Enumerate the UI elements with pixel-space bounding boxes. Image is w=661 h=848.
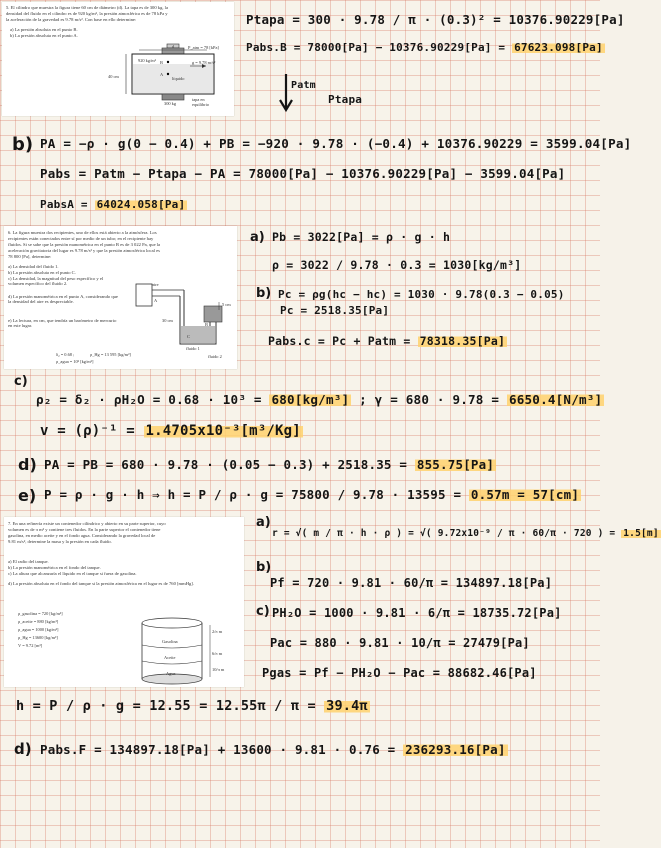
- problem-7-given-4: ρ_Hg = 13600 [kg/m³]: [18, 635, 58, 640]
- problem-5-fig-h: 40 cm: [108, 74, 119, 79]
- hw5-arrow-target: Ptapa: [328, 93, 363, 106]
- problem-6-fig-A: A: [154, 298, 158, 303]
- hw6-part-d-label: d): [18, 455, 37, 474]
- problem-5-item-a: a) La presión absoluta en el punto B.: [10, 27, 78, 32]
- problem-5-line-2: densidad del fluido en el cilindro es de 920 kg/m³, la presión atmosférica es de 78 kPa y: [6, 11, 168, 16]
- hw6-a1: Pb = 3022[Pa] = ρ · g · h: [272, 230, 451, 244]
- problem-6-fig-C: C: [187, 334, 190, 339]
- problem-7-line-4: 9.81 m/s², determine la masa y la presión en cada fluido.: [8, 539, 112, 544]
- problem-7-fig-h1: 2/π m: [212, 629, 223, 634]
- hw5-pabsB: [246, 41, 605, 54]
- problem-7-fig-gasolina: Gasolina: [162, 639, 178, 644]
- problem-7-given-5: V = 9.72 [m³]: [18, 643, 43, 648]
- problem-7-line-3: gasolina, en medio aceite y en el fondo agua. Considerando la gravedad local de: [8, 533, 156, 538]
- hw5-pabsA-result: 64024.058[Pa]: [96, 198, 186, 211]
- hw6-part-b-label: b): [256, 286, 272, 301]
- problem-7-item-b: b) La presión manométrica en el fondo del tanque.: [8, 565, 101, 570]
- problem-7-item-c: c) La altura que alcanzaría el líquido en el tanque si fuera de gasolina.: [8, 571, 137, 576]
- hw7-h-line-lhs: h = P / ρ · g = 12.55 = 12.55π / π =: [16, 698, 325, 714]
- hw5-pabsB-result: 67623.098[Pa]: [514, 41, 603, 54]
- problem-7-given-2: ρ_aceite = 880 [kg/m³]: [18, 619, 59, 624]
- hw6-c1-result-2: 6650.4[N/m³]: [508, 392, 603, 407]
- problem-5-statement: [2, 2, 234, 116]
- hw7-part-b-label: b): [256, 560, 272, 575]
- hw6-c1-mid: ; γ = 680 · 9.78 =: [351, 392, 507, 407]
- hw6-c1: [36, 392, 604, 407]
- hw6-part-a-label: a): [250, 230, 265, 245]
- hw7-h-line: [16, 698, 370, 714]
- hw7-a: [272, 528, 661, 539]
- problem-7-fig-h2: 6/π m: [212, 651, 223, 656]
- hw6-d1-result: 855.75[Pa]: [416, 457, 495, 472]
- problem-5-fig-rho: 920 kg/m³: [138, 58, 157, 63]
- problem-5-fig-tapa: tapa en equilibrio: [192, 97, 210, 107]
- hw6-e1: [44, 487, 581, 502]
- hw5-pabs: Pabs = Patm − Ptapa − PA = 78000[Pa] − 10376.90229[Pa] − 3599.04[Pa]: [40, 166, 566, 181]
- hw7-part-d-label: d): [14, 740, 32, 758]
- hw6-d1: [44, 457, 496, 472]
- hw6-b3-result: 78318.35[Pa]: [419, 334, 506, 348]
- problem-7-fig-agua: Agua: [166, 671, 176, 676]
- problem-7-given-3: ρ_agua = 1000 [kg/m³]: [18, 627, 59, 632]
- problem-6-fig-aire: aire: [152, 282, 159, 287]
- problem-5-line-3: la aceleración de la gravedad es 9.78 m/s². Con base en ello determine:: [6, 17, 137, 22]
- hw7-c1: PH₂O = 1000 · 9.81 · 6/π = 18735.72[Pa]: [272, 606, 562, 620]
- problem-6-fig-fluido2: fluido 2: [208, 354, 222, 359]
- problem-5-fig-mass: 300 kg: [164, 101, 177, 106]
- problem-6-statement: [4, 226, 237, 369]
- problem-5-fig-patm: P_atm = 78 [kPa]: [188, 45, 219, 50]
- hw6-part-c-label: c): [14, 374, 28, 389]
- hw6-c2: [40, 423, 303, 439]
- hw7-c2: Pac = 880 · 9.81 · 10/π = 27479[Pa]: [270, 636, 530, 650]
- hw7-part-a-label: a): [256, 515, 271, 530]
- hw7-d: [40, 742, 508, 757]
- problem-6-line-2: recipientes están conectados entre sí por medio de un tubo; en el recipiente hay: [8, 236, 154, 241]
- problem-6-line-1: 6. La figura muestra dos recipientes, uno de ellos está abierto a la atmósfera. Los: [8, 230, 157, 235]
- down-arrow: [278, 72, 298, 114]
- hw5-pabsA-lhs: PabsA =: [40, 198, 95, 211]
- hw7-a-lhs: r = √( m / π · h · ρ ) = √( 9.72x10⁻⁹ / π · 60/π · 720 ) =: [272, 528, 622, 539]
- problem-6-fig-5cm: 5 cm: [222, 302, 231, 307]
- problem-6-given-delta: δ₂ = 0.68 ;: [56, 352, 75, 357]
- hw6-c2-result: 1.4705x10⁻³[m³/Kg]: [145, 423, 301, 439]
- problem-7-item-a: a) El radio del tanque.: [8, 559, 49, 564]
- problem-6-item-a: a) La densidad del fluido 1.: [8, 264, 59, 269]
- problem-6-line-5: 78 800 [Pa], determine:: [8, 254, 52, 259]
- problem-7-line-2: volumen es de π m³ y contiene tres fluidos. En la parte superior el contenedor tiene: [8, 527, 161, 532]
- problem-6-item-d: d) La presión manométrica en el punto A, considerando que la densidad del aire es despreciable.: [8, 294, 118, 305]
- hw5-part-b-label: b): [12, 134, 34, 155]
- hw6-c1-result-1: 680[kg/m³]: [271, 392, 350, 407]
- problem-5-line-1: 5. El cilindro que muestra la figura tiene 60 cm de diámetro (d). La tapa es de 300 kg, la: [6, 5, 169, 10]
- problem-7-given-1: ρ_gasolina = 720 [kg/m³]: [18, 611, 63, 616]
- hw7-a-result: 1.5[m]: [623, 528, 659, 539]
- hw5-pabsA: [40, 198, 187, 211]
- hw6-b1: Pc = ρg(hc − hc) = 1030 · 9.78(0.3 − 0.05): [278, 288, 565, 301]
- hw6-a2: ρ = 3022 / 9.78 · 0.3 = 1030[kg/m³]: [272, 258, 522, 272]
- hw7-part-c-label: c): [256, 604, 270, 619]
- hw6-e1-result: 0.57m = 57[cm]: [470, 487, 580, 502]
- hw5-pa: PA = −ρ · g(0 − 0.4) + PB = −920 · 9.78 · (−0.4) + 10376.90229 = 3599.04[Pa]: [40, 136, 632, 151]
- problem-7-line-1: 7. En una refinería existe un contenedor cilíndrico y abierto en su parte superior, cuyo: [8, 521, 166, 526]
- problem-6-line-4: aceleración gravitatoria del lugar es 9.78 m/s² y que la presión atmosférica local es: [8, 248, 160, 253]
- problem-7-tank-figure: [4, 517, 244, 687]
- hw6-b3-lhs: Pabs.c = Pc + Patm =: [268, 334, 418, 348]
- hw7-h-line-result: 39.4π: [326, 698, 368, 714]
- hw6-part-e-label: e): [18, 486, 37, 505]
- problem-6-given-rhohg: ρ_Hg = 13 595 [kg/m³]: [90, 352, 131, 357]
- hw6-c1-lhs: ρ₂ = δ₂ · ρH₂O = 0.68 · 10³ =: [36, 392, 270, 407]
- problem-5-fig-liquido: líquido: [172, 76, 185, 81]
- problem-6-figure: [4, 226, 237, 369]
- problem-6-item-e: e) La lectura, en cm, que tendría un barómetro de mercurio en este lugar.: [8, 318, 117, 329]
- hw6-b3: [268, 334, 507, 348]
- problem-5-fig-A: A: [160, 72, 164, 77]
- problem-6-item-b: b) La presión absoluta en el punto C.: [8, 270, 76, 275]
- hw7-d-lhs: Pabs.F = 134897.18[Pa] + 13600 · 9.81 · 0.76 =: [40, 742, 404, 757]
- hw7-d-result: 236293.16[Pa]: [405, 742, 506, 757]
- problem-5-fig-g: g = 9.78 m/s²: [192, 60, 216, 65]
- hw6-c2-lhs: v = (ρ)⁻¹ =: [40, 423, 144, 439]
- problem-5-fig-d: d: [172, 44, 175, 49]
- problem-6-item-c: c) La densidad, la magnitud del peso específico y el volumen específico del fluido 2.: [8, 276, 104, 287]
- hw5-arrow-label: Patm: [291, 80, 316, 91]
- hw7-c3: Pgas = Pf − PH₂O − Pac = 88682.46[Pa]: [262, 666, 537, 680]
- problem-7-statement: [4, 517, 244, 687]
- problem-5-fig-B: B: [160, 60, 163, 65]
- hw6-e1-lhs: P = ρ · g · h ⇒ h = P / ρ · g = 75800 / 9.78 · 13595 =: [44, 487, 469, 502]
- problem-7-fig-aceite: Aceite: [164, 655, 176, 660]
- hw5-ptapa: Ptapa = 300 · 9.78 / π · (0.3)² = 10376.90229[Pa]: [246, 12, 625, 27]
- hw7-b1: Pf = 720 · 9.81 · 60/π = 134897.18[Pa]: [270, 576, 553, 590]
- hw6-d1-lhs: PA = PB = 680 · 9.78 · (0.05 − 0.3) + 2518.35 =: [44, 457, 415, 472]
- problem-6-given-rhoagua: ρ_agua = 10³ [kg/m³]: [56, 359, 94, 364]
- problem-7-fig-h3: 10/π m: [212, 667, 225, 672]
- problem-5-item-b: b) La presión absoluta en el punto A.: [10, 33, 78, 38]
- problem-6-fig-30cm: 30 cm: [162, 318, 173, 323]
- problem-6-fig-B: B: [205, 322, 208, 327]
- problem-6-fig-fluido1: fluido 1: [186, 346, 200, 351]
- hw5-pabsB-lhs: Pabs.B = 78000[Pa] − 10376.90229[Pa] =: [246, 41, 513, 54]
- problem-7-item-d: d) La presión absoluta en el fondo del tanque si la presión atmosférica en el lugar es de 760 [mmHg].: [8, 581, 194, 586]
- hw6-b2: Pc = 2518.35[Pa]: [280, 304, 390, 317]
- problem-6-line-3: fluidos. Si se sabe que la presión manométrica en el punto B es de 3 022 Pa, que la: [8, 242, 161, 247]
